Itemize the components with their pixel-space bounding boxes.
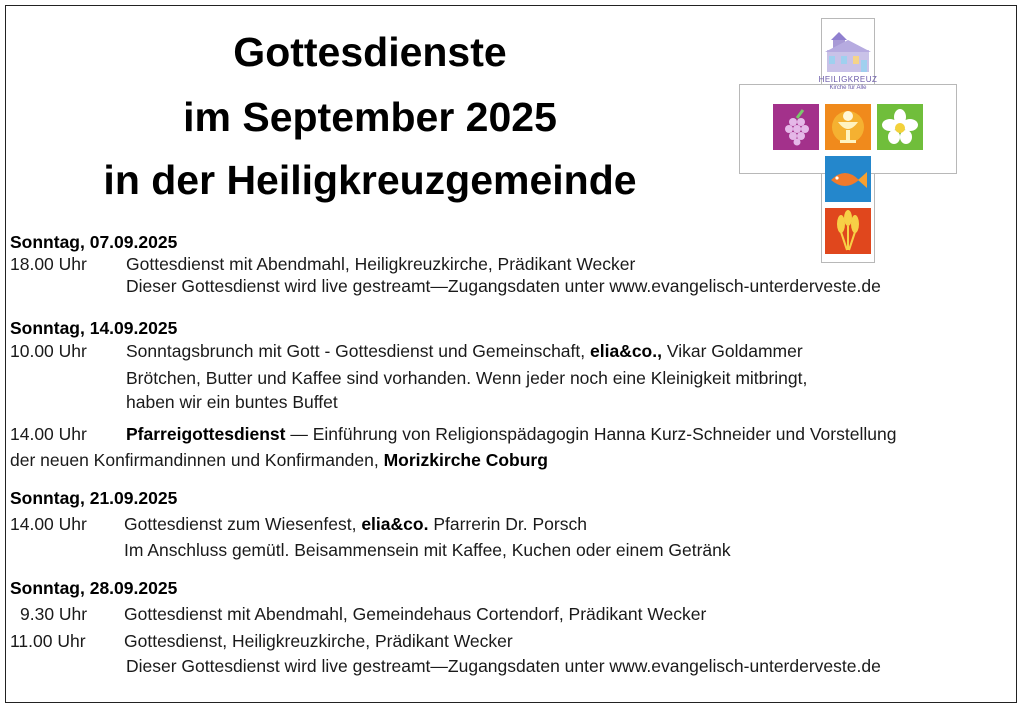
event-org: elia&co., [590, 341, 662, 361]
event-note: haben wir ein buntes Buffet [126, 392, 338, 412]
logo-tagline: Kirche für Alle [829, 85, 867, 91]
event-description: Gottesdienst zum Wiesenfest, elia&co. Pfarrerin Dr. Porsch [124, 514, 587, 534]
event-description-cont: der neuen Konfirmandinnen und Konfirmanden, Morizkirche Coburg [10, 450, 548, 470]
event-org: elia&co. [361, 514, 429, 534]
event-time: 14.00 Uhr [10, 424, 87, 444]
fish-icon [825, 156, 871, 202]
event-description: Sonntagsbrunch mit Gott - Gottesdienst und Gemeinschaft, elia&co., Vikar Goldammer [126, 341, 803, 361]
chalice-icon [825, 104, 871, 150]
day-date: Sonntag, 07.09.2025 [10, 232, 178, 252]
event-time: 11.00 Uhr [10, 631, 86, 651]
event-time: 10.00 Uhr [10, 341, 87, 361]
event-location: Morizkirche Coburg [383, 450, 548, 470]
event-description: Gottesdienst mit Abendmahl, Heiligkreuzkirche, Prädikant Wecker [126, 254, 636, 274]
day-date: Sonntag, 21.09.2025 [10, 488, 178, 508]
event-description: Pfarreigottesdienst — Einführung von Religionspädagogin Hanna Kurz-Schneider und Vorstellung [126, 424, 897, 444]
event-note: Im Anschluss gemütl. Beisammensein mit Kaffee, Kuchen oder einem Getränk [124, 540, 731, 560]
event-time: 18.00 Uhr [10, 254, 87, 274]
church-icon [821, 32, 875, 74]
event-time: 14.00 Uhr [10, 514, 87, 534]
grapes-icon [773, 104, 819, 150]
livestream-note: Dieser Gottesdienst wird live gestreamt—Zugangsdaten unter www.evangelisch-unterderveste.de [126, 276, 881, 296]
event-description: Gottesdienst, Heiligkreuzkirche, Prädikant Wecker [124, 631, 513, 651]
event-note: Brötchen, Butter und Kaffee sind vorhanden. Wenn jeder noch eine Kleinigkeit mitbringt, [126, 368, 808, 388]
wheat-icon [825, 208, 871, 254]
day-date: Sonntag, 14.09.2025 [10, 318, 178, 338]
flower-icon [877, 104, 923, 150]
title-line-1: Gottesdienste [233, 29, 507, 75]
heiligkreuz-logo [739, 18, 957, 263]
event-time: 9.30 Uhr [20, 604, 88, 624]
logo-brand: HEILIGKREUZ [818, 75, 878, 84]
event-description: Gottesdienst mit Abendmahl, Gemeindehaus Cortendorf, Prädikant Wecker [124, 604, 707, 624]
title-line-3: in der Heiligkreuzgemeinde [103, 157, 637, 203]
event-title: Pfarreigottesdienst [126, 424, 286, 444]
livestream-note: Dieser Gottesdienst wird live gestreamt—Zugangsdaten unter www.evangelisch-unterderveste.de [126, 656, 881, 676]
day-date: Sonntag, 28.09.2025 [10, 578, 178, 598]
title-line-2: im September 2025 [183, 94, 557, 140]
